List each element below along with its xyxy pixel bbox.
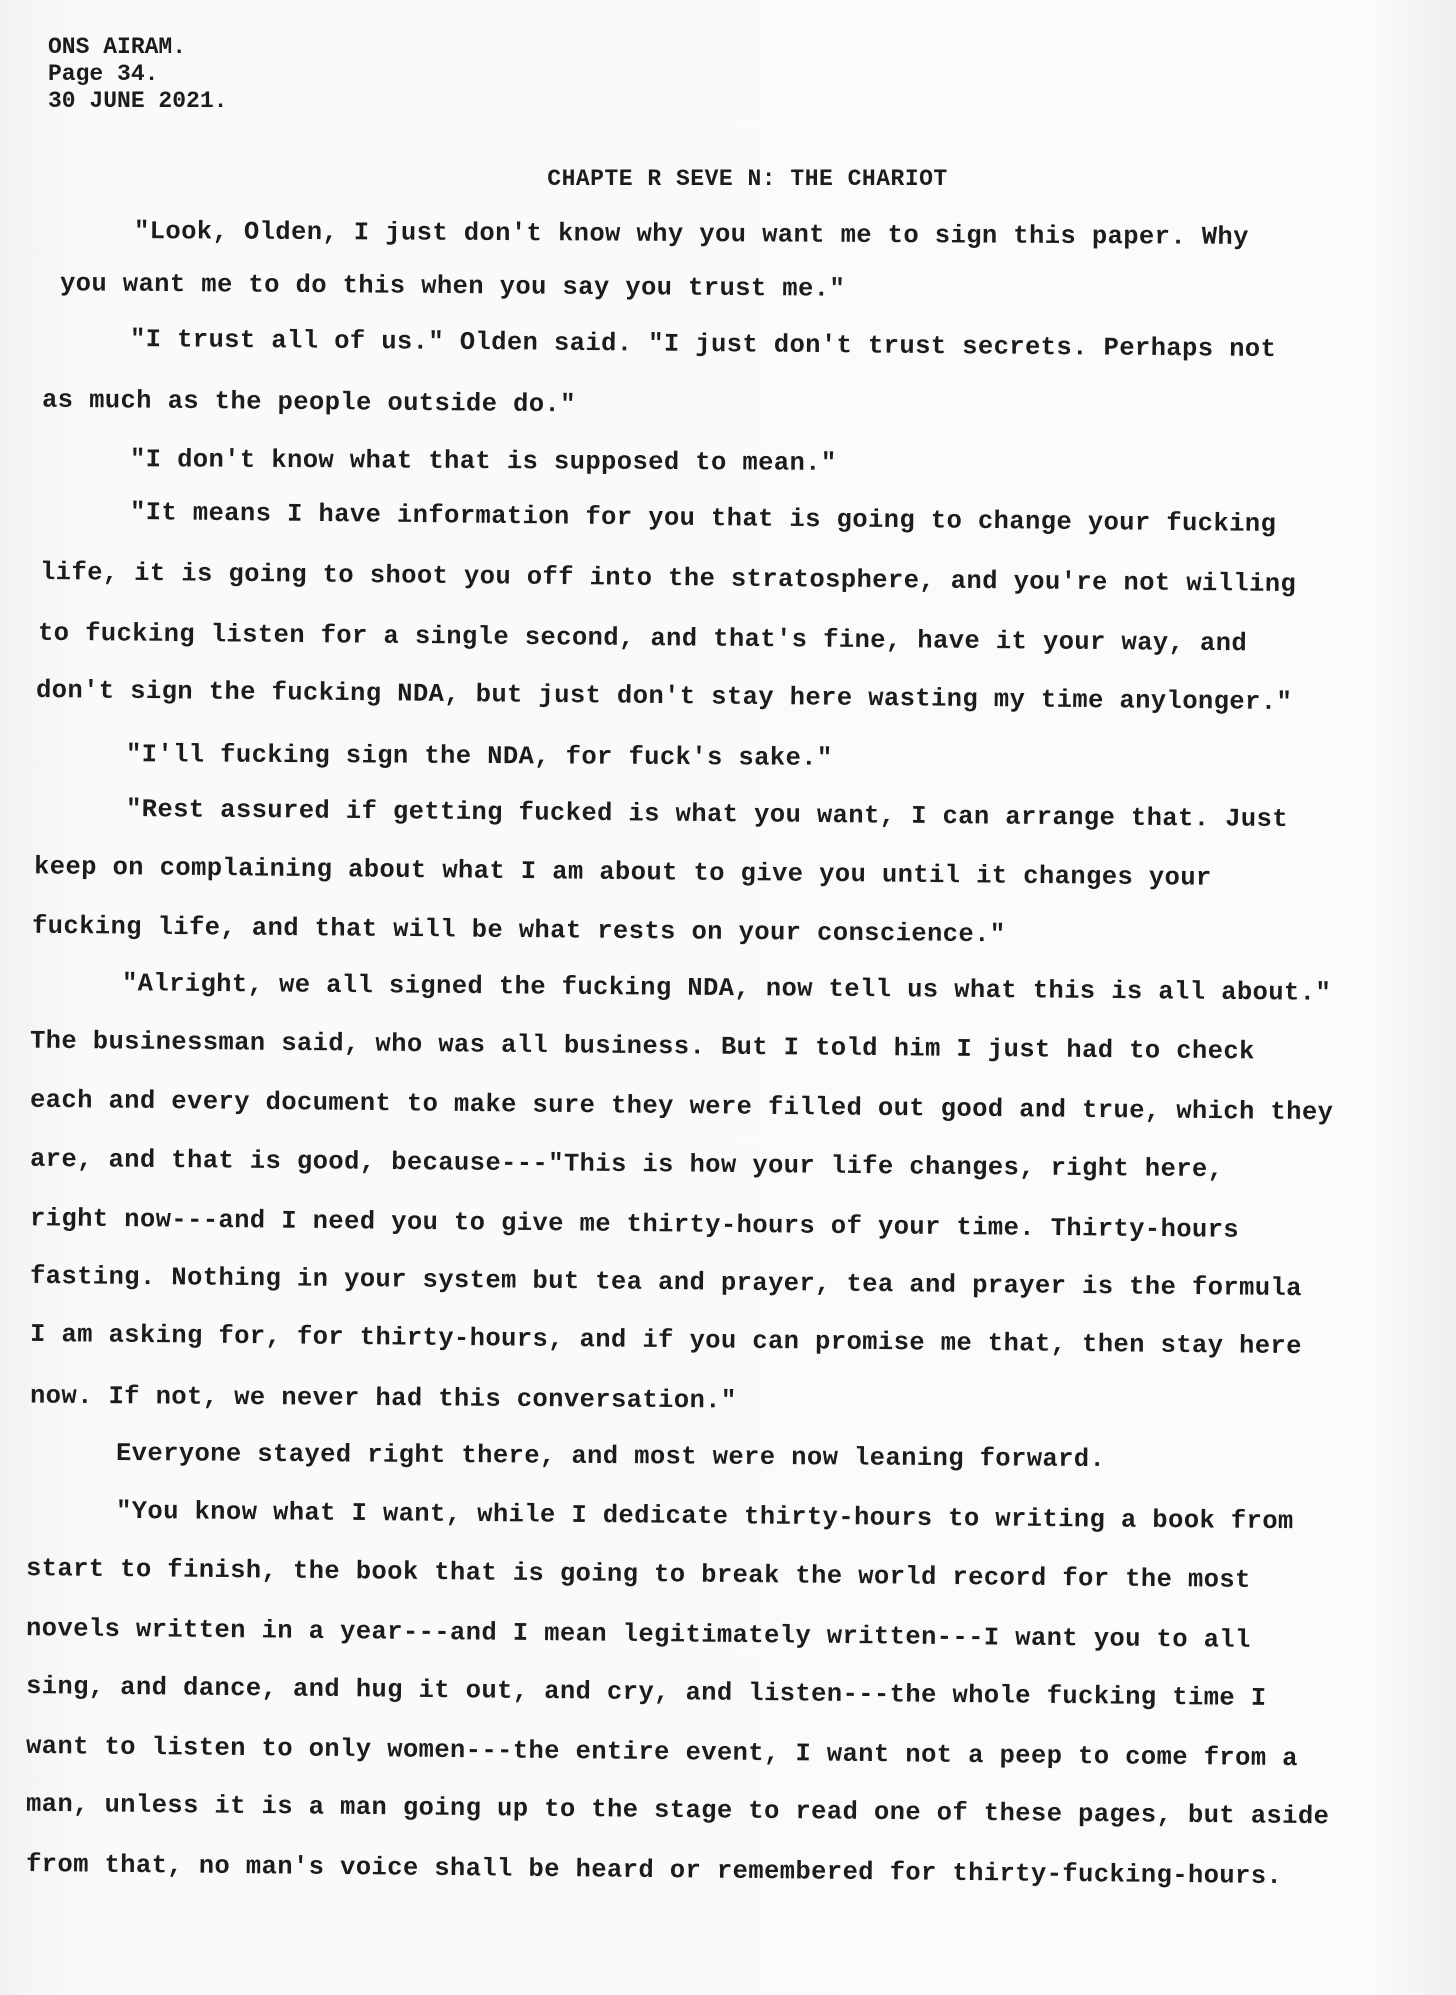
- text-line: "I'll fucking sign the NDA, for fuck's sake.": [125, 740, 833, 773]
- page-date: 30 JUNE 2021.: [48, 88, 228, 114]
- text-line: as much as the people outside do.": [41, 385, 577, 420]
- text-line: each and every document to make sure they were filled out good and true, which they: [29, 1085, 1334, 1128]
- text-line: fucking life, and that will be what rests on your conscience.": [31, 911, 1006, 950]
- text-line: life, it is going to shoot you off into the stratosphere, and you're not willing: [39, 557, 1297, 600]
- text-line: "Alright, we all signed the fucking NDA, now tell us what this is all about.": [121, 969, 1332, 1008]
- text-line: to fucking listen for a single second, and that's fine, have it your way, and: [37, 618, 1248, 659]
- text-line: "I don't know what that is supposed to mean.": [129, 445, 837, 478]
- text-line: "Rest assured if getting fucked is what you want, I can arrange that. Just: [125, 794, 1289, 835]
- page-number: Page 34.: [48, 61, 159, 87]
- text-line: now. If not, we never had this conversation.": [29, 1381, 737, 1416]
- text-line: novels written in a year---and I mean legitimately written---I want you to all: [25, 1614, 1251, 1655]
- text-line: fasting. Nothing in your system but tea and prayer, tea and prayer is the formula: [29, 1261, 1303, 1304]
- text-line: sing, and dance, and hug it out, and cry, and listen---the whole fucking time I: [25, 1672, 1267, 1713]
- text-line: start to finish, the book that is going to break the world record for the most: [25, 1554, 1251, 1595]
- chapter-title: CHAPTE R SEVE N: THE CHARIOT: [547, 166, 948, 192]
- text-line: "It means I have information for you that is going to change your fucking: [129, 497, 1277, 540]
- text-line: from that, no man's voice shall be heard or remembered for thirty-fucking-hours.: [25, 1849, 1283, 1892]
- text-line: are, and that is good, because---"This is how your life changes, right here,: [29, 1144, 1224, 1185]
- text-line: right now---and I need you to give me thirty-hours of your time. Thirty-hours: [29, 1204, 1240, 1245]
- author-name: ONS AIRAM.: [48, 34, 187, 60]
- text-line: Everyone stayed right there, and most were now leaning forward.: [115, 1438, 1106, 1475]
- text-line: want to listen to only women---the entire event, I want not a peep to come from a: [25, 1731, 1299, 1774]
- text-line: keep on complaining about what I am about to give you until it changes your: [33, 852, 1212, 893]
- text-line: "Look, Olden, I just don't know why you want me to sign this paper. Why: [133, 217, 1249, 252]
- text-line: don't sign the fucking NDA, but just don't stay here wasting my time anylonger.": [35, 675, 1293, 718]
- text-line: you want me to do this when you say you trust me.": [59, 269, 846, 304]
- page-header: [48, 34, 227, 115]
- text-line: "You know what I want, while I dedicate thirty-hours to writing a book from: [115, 1496, 1294, 1537]
- text-line: I am asking for, for thirty-hours, and if you can promise me that, then stay here: [29, 1319, 1303, 1362]
- text-line: man, unless it is a man going up to the stage to read one of these pages, but aside: [25, 1789, 1330, 1832]
- text-line: The businessman said, who was all business. But I told him I just had to check: [29, 1026, 1255, 1067]
- text-line: "I trust all of us." Olden said. "I just don't trust secrets. Perhaps not: [129, 324, 1277, 365]
